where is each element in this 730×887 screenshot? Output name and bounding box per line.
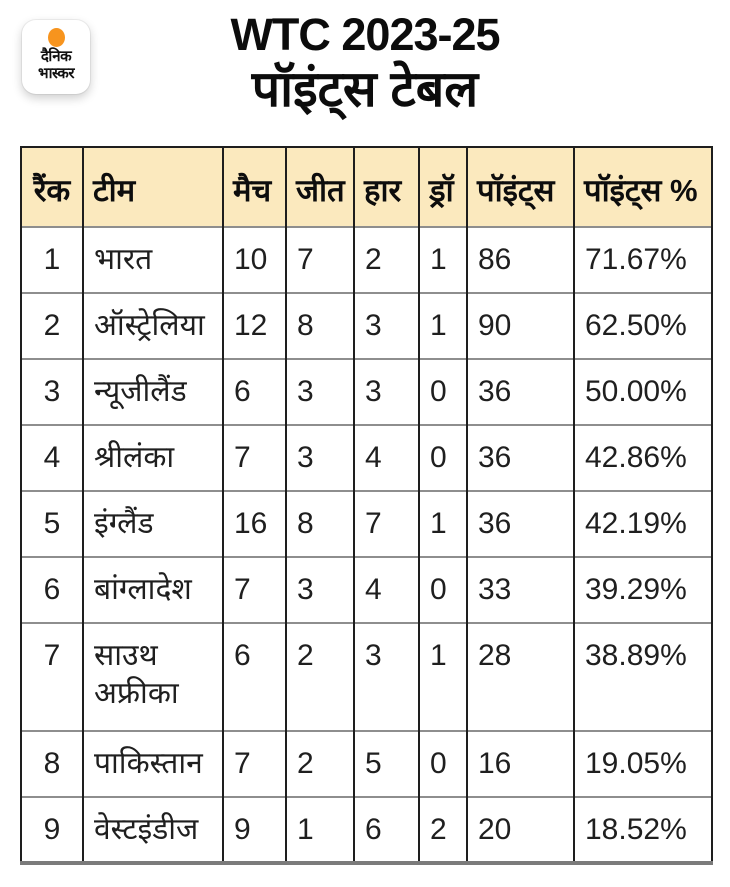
table-cell: 16 [467, 731, 574, 797]
table-cell: पाकिस्तान [83, 731, 223, 797]
table-cell: 0 [419, 557, 467, 623]
table-cell: 3 [286, 359, 354, 425]
table-header [21, 147, 712, 227]
table-row [21, 227, 712, 293]
table-cell: 0 [419, 731, 467, 797]
table-cell: 2 [21, 293, 83, 359]
table-row [21, 731, 712, 797]
table-cell: 86 [467, 227, 574, 293]
table-cell: इंग्लैंड [83, 491, 223, 557]
table-cell: 36 [467, 425, 574, 491]
table-cell: 6 [223, 623, 286, 731]
table-cell: 6 [21, 557, 83, 623]
sun-icon [48, 28, 65, 47]
table-cell: 38.89% [574, 623, 712, 731]
table-cell: 62.50% [574, 293, 712, 359]
column-header-2: मैच [223, 147, 286, 227]
table-cell: 3 [21, 359, 83, 425]
table-cell: 5 [354, 731, 419, 797]
table-cell: 4 [21, 425, 83, 491]
points-table [20, 146, 713, 865]
table-cell: 2 [419, 797, 467, 863]
table-cell: 2 [286, 623, 354, 731]
table-row [21, 293, 712, 359]
table-row [21, 623, 712, 731]
table-cell: 7 [223, 425, 286, 491]
table-cell: भारत [83, 227, 223, 293]
table-cell: बांग्लादेश [83, 557, 223, 623]
table-cell: 7 [21, 623, 83, 731]
column-header-1: टीम [83, 147, 223, 227]
logo-text [38, 49, 74, 83]
table-cell: 7 [354, 491, 419, 557]
header-row [21, 147, 712, 227]
table-cell: 1 [419, 623, 467, 731]
table-cell: 3 [354, 293, 419, 359]
table-cell: 8 [286, 491, 354, 557]
column-header-4: हार [354, 147, 419, 227]
table-cell: 39.29% [574, 557, 712, 623]
table-cell: 1 [21, 227, 83, 293]
table-cell: 0 [419, 359, 467, 425]
table-cell: 1 [286, 797, 354, 863]
table-cell: न्यूजीलैंड [83, 359, 223, 425]
table-cell: 4 [354, 425, 419, 491]
table-cell: 1 [419, 491, 467, 557]
table-cell: 42.19% [574, 491, 712, 557]
table-cell: 5 [21, 491, 83, 557]
table-cell: 7 [223, 731, 286, 797]
table-cell: 6 [223, 359, 286, 425]
table-cell: 42.86% [574, 425, 712, 491]
table-cell: 9 [223, 797, 286, 863]
title-block [0, 0, 730, 119]
logo-line-2: भास्कर [38, 64, 74, 82]
table-cell: 7 [223, 557, 286, 623]
table-cell: 7 [286, 227, 354, 293]
table-cell: 3 [354, 623, 419, 731]
page-subtitle: पॉइंट्स टेबल [251, 61, 479, 117]
table-body [21, 227, 712, 863]
table-cell: 3 [354, 359, 419, 425]
table-row [21, 557, 712, 623]
table-cell: 9 [21, 797, 83, 863]
table-cell: 71.67% [574, 227, 712, 293]
column-header-5: ड्रॉ [419, 147, 467, 227]
column-header-0: रैंक [21, 147, 83, 227]
table-cell: 12 [223, 293, 286, 359]
table-cell: 36 [467, 359, 574, 425]
column-header-3: जीत [286, 147, 354, 227]
column-header-7: पॉइंट्स % [574, 147, 712, 227]
table-cell: 8 [286, 293, 354, 359]
logo-line-1: दैनिक [40, 48, 72, 65]
table-cell: 90 [467, 293, 574, 359]
table-cell: 6 [354, 797, 419, 863]
table-cell: 10 [223, 227, 286, 293]
table-cell: 50.00% [574, 359, 712, 425]
table-cell: 19.05% [574, 731, 712, 797]
table-cell: 33 [467, 557, 574, 623]
table-cell: 1 [419, 293, 467, 359]
table-cell: 2 [286, 731, 354, 797]
table-cell: 20 [467, 797, 574, 863]
table-cell: 8 [21, 731, 83, 797]
table-row [21, 491, 712, 557]
table-cell: 28 [467, 623, 574, 731]
table-cell: 3 [286, 425, 354, 491]
dainik-bhaskar-logo [22, 20, 90, 94]
table-cell: 0 [419, 425, 467, 491]
table-row [21, 359, 712, 425]
page-title: WTC 2023-25 [230, 9, 500, 60]
table-cell: ऑस्ट्रेलिया [83, 293, 223, 359]
table-cell: 18.52% [574, 797, 712, 863]
table-cell: 2 [354, 227, 419, 293]
table-cell: वेस्टइंडीज [83, 797, 223, 863]
table-cell: 16 [223, 491, 286, 557]
table-cell: 1 [419, 227, 467, 293]
table-cell: 36 [467, 491, 574, 557]
table-cell: 3 [286, 557, 354, 623]
table-cell: 4 [354, 557, 419, 623]
table-row [21, 797, 712, 863]
table-cell: साउथ अफ्रीका [83, 623, 223, 731]
table-row [21, 425, 712, 491]
table-cell: श्रीलंका [83, 425, 223, 491]
column-header-6: पॉइंट्स [467, 147, 574, 227]
